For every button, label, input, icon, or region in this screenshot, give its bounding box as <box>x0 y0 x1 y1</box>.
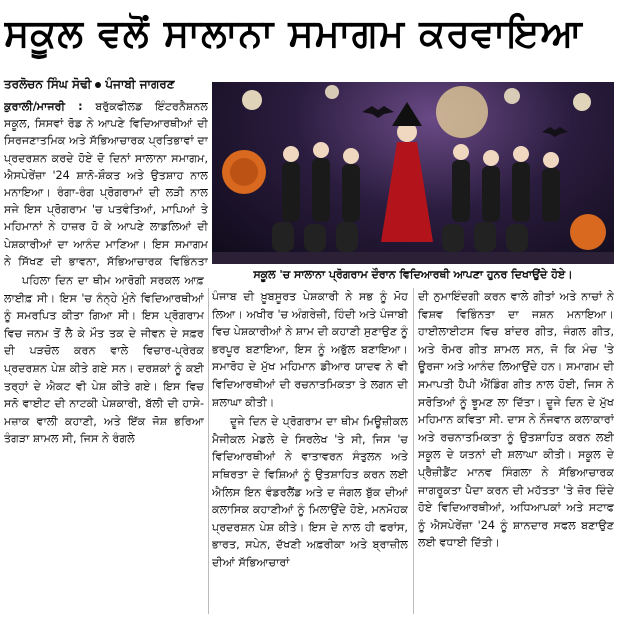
article-column-3 <box>418 288 614 614</box>
newspaper-name: ਪੰਜਾਬੀ ਜਾਗਰਣ <box>105 77 175 91</box>
bullet-icon <box>95 82 101 88</box>
reporter-name: ਤਰਲੋਚਨ ਸਿੰਘ ਸੋਢੀ <box>4 77 92 91</box>
article-lead: ਬਰੁੱਕਫੀਲਡ ਇੰਟਰਨੈਸ਼ਨਲ ਸਕੂਲ, ਸਿਸਵਾਂ ਰੋਡ ਨੇ ਆਪਣੇ ਵਿਦਿਆਰਥੀਆਂ ਦੀ ਸਿਰਜਣਾਤਮਿਕ ਅਤੇ ਸੱਭਿਆਚਾਰਕ ਪ੍ਰਤਿਭਾਵਾਂ ਦਾ ਪ੍ਰਦਰਸ਼ਨ ਕਰਦੇ ਹੋਏ ਦੋ ਦਿਨਾਂ ਸਾਲਾਨਾ ਸਮਾਗਮ, ਐਸਪੇਰੇਂਜ਼ਾ '24 ਸ਼ਾਨੋ-ਸ਼ੌਕਤ ਅਤੇ ਉਤਸ਼ਾਹ ਨਾਲ ਮਨਾਇਆ। ਰੰਗਾ-ਰੰਗ ਪ੍ਰੋਗਰਾਮਾਂ ਦੀ ਲੜੀ ਨਾਲ ਸਜੇ ਇਸ ਪ੍ਰੋਗਰਾਮ 'ਚ ਪਤਵੰਤਿਆਂ, ਮਾਪਿਆਂ ਤੇ ਮਹਿਮਾਨਾਂ ਨੇ ਹਾਜ਼ਰ ਹੋ ਕੇ ਆਪਣੇ ਲਾਡਲਿਆਂ ਦੀ ਪੇਸ਼ਕਾਰੀਆਂ ਦਾ ਆਨੰਦ ਮਾਣਿਆ। ਇਸ ਸਮਾਗਮ ਨੇ ਸਿੱਖਣ ਦੀ ਭਾਵਨਾ, ਸੱਭਿਆਚਾਰਕ ਵਿਭਿੰਨਤਾ <box>4 100 208 268</box>
article-column-1 <box>4 272 204 614</box>
column-2-paragraph-1: ਪੰਜਾਬ ਦੀ ਖ਼ੂਬਸੂਰਤ ਪੇਸ਼ਕਾਰੀ ਨੇ ਸਭ ਨੂੰ ਮੋਹ ਲਿਆ। ਅਖੀਰ 'ਚ ਅੰਗਰੇਜ਼ੀ, ਹਿੰਦੀ ਅਤੇ ਪੰਜਾਬੀ ਵਿਚ ਪੇਸ਼ਕਾਰੀਆਂ ਨੇ ਸ਼ਾਮ ਦੀ ਕਹਾਣੀ ਸੁਣਾਉਣ ਨੂੰ ਭਰਪੂਰ ਬਣਾਇਆ, ਇਸ ਨੂੰ ਅਭੁੱਲ ਬਣਾਇਆ। ਸਮਾਰੋਹ ਦੇ ਮੁੱਖ ਮਹਿਮਾਨ ਡੀਆਰ ਯਾਦਵ ਨੇ ਵੀ ਵਿਦਿਆਰਥੀਆਂ ਦੀ ਰਚਨਾਤਮਿਕਤਾ ਤੇ ਲਗਨ ਦੀ ਸ਼ਲਾਘਾ ਕੀਤੀ। <box>212 290 408 409</box>
column-divider <box>208 288 209 614</box>
column-1-paragraph: ਪਹਿਲਾ ਦਿਨ ਦਾ ਥੀਮ ਆਰੋਗੀ ਸਰਕਲ ਆਫ਼ ਲਾਈਫ਼ ਸੀ। ਇਸ 'ਚ ਨੰਨ੍ਹੇ ਮੁੰਨੇ ਵਿਦਿਆਰਥੀਆਂ ਨੂੰ ਸਮਰਪਿਤ ਕੀਤਾ ਗਿਆ ਸੀ। ਇਸ ਪ੍ਰੋਗਰਾਮ ਵਿਚ ਜਨਮ ਤੋਂ ਲੈ ਕੇ ਮੌਤ ਤਕ ਦੇ ਜੀਵਨ ਦੇ ਸਫ਼ਰ ਦੀ ਪੜਚੋਲ ਕਰਨ ਵਾਲੇ ਵਿਚਾਰ-ਪ੍ਰੇਰਕ ਪ੍ਰਦਰਸ਼ਨ ਪੇਸ਼ ਕੀਤੇ ਗਏ ਸਨ। ਦਰਸ਼ਕਾਂ ਨੂੰ ਕਈ ਤਰ੍ਹਾਂ ਦੇ ਐਕਟ ਵੀ ਪੇਸ਼ ਕੀਤੇ ਗਏ। ਇਸ ਵਿਚ ਸਨੋ ਵਾਈਟ ਦੀ ਨਾਟਕੀ ਪੇਸ਼ਕਾਰੀ, ਬੱਲੀ ਦੀ ਹਾਸੇ-ਮਜ਼ਾਕ ਵਾਲੀ ਕਹਾਣੀ, ਅਤੇ ਇੱਕ ਜੋਸ਼ ਭਰਿਆ ਤੰਗੜਾ ਸ਼ਾਮਲ ਸੀ, ਜਿਸ ਨੇ ਰੰਗਲੇ <box>4 274 204 446</box>
column-3-paragraph: ਦੀ ਨੁਮਾਇੰਦਗੀ ਕਰਨ ਵਾਲੇ ਗੀਤਾਂ ਅਤੇ ਨਾਚਾਂ ਨੇ ਵਿਸ਼ਵ ਵਿਭਿੰਨਤਾ ਦਾ ਜਸ਼ਨ ਮਨਾਇਆ। ਹਾਈਲਾਈਟਸ ਵਿਚ ਬਾਂਦਰ ਗੀਤ, ਜੰਗਲ ਗੀਤ, ਅਤੇ ਰੋਮਰ ਗੀਤ ਸ਼ਾਮਲ ਸਨ, ਜੋ ਕਿ ਮੰਚ 'ਤੇ ਊਰਜਾ ਅਤੇ ਆਨੰਦ ਲਿਆਉਂਦੇ ਹਨ। ਸਮਾਗਮ ਦੀ ਸਮਾਪਤੀ ਹੈਪੀ ਐਂਡਿੰਗ ਗੀਤ ਨਾਲ ਹੋਈ, ਜਿਸ ਨੇ ਸਰੋਤਿਆਂ ਨੂੰ ਝੂਮਣ ਲਾ ਦਿੱਤਾ। ਦੂਜੇ ਦਿਨ ਦੇ ਮੁੱਖ ਮਹਿਮਾਨ ਕਵਿਤਾ ਸੀ. ਦਾਸ ਨੇ ਨੌਜਵਾਨ ਕਲਾਕਾਰਾਂ ਅਤੇ ਰਚਨਾਤਮਿਕਤਾ ਨੂੰ ਉਤਸ਼ਾਹਿਤ ਕਰਨ ਲਈ ਸਕੂਲ ਦੇ ਯਤਨਾਂ ਦੀ ਸ਼ਲਾਘਾ ਕੀਤੀ। ਸਕੂਲ ਦੇ ਪ੍ਰੈਜ਼ੀਡੈਂਟ ਮਾਨਵ ਸਿੰਗਲਾ ਨੇ ਸੱਭਿਆਚਾਰਕ ਜਾਗਰੂਕਤਾ ਪੈਦਾ ਕਰਨ ਦੀ ਮਹੱਤਤਾ 'ਤੇ ਜ਼ੋਰ ਦਿੰਦੇ ਹੋਏ ਵਿਦਿਆਰਥੀਆਂ, ਅਧਿਆਪਕਾਂ ਅਤੇ ਸਟਾਫ ਨੂੰ ਐਸਪੇਰੇਂਜ਼ਾ '24 ਨੂੰ ਸ਼ਾਨਦਾਰ ਸਫਲ ਬਣਾਉਣ ਲਈ ਵਧਾਈ ਦਿੱਤੀ। <box>418 290 614 550</box>
dateline: ਕੁਰਾਲੀ/ਮਾਜਰੀ : <box>4 100 83 113</box>
article-photo <box>212 82 614 264</box>
article-column-1-top <box>4 98 208 270</box>
headline: ਸਕੂਲ ਵਲੋਂ ਸਾਲਾਨਾ ਸਮਾਗਮ ਕਰਵਾਇਆ <box>4 11 583 55</box>
photo-caption: ਸਕੂਲ 'ਚ ਸਾਲਾਨਾ ਪ੍ਰੋਗਰਾਮ ਦੌਰਾਨ ਵਿਦਿਆਰਥੀ ਆਪਣਾ ਹੁਨਰ ਦਿਖਾਉਂਦੇ ਹੋਏ। <box>253 268 573 281</box>
column-divider <box>413 288 414 614</box>
byline <box>4 74 204 94</box>
article-column-2 <box>212 288 408 614</box>
column-2-paragraph-2: ਦੂਜੇ ਦਿਨ ਦੇ ਪ੍ਰੋਗਰਾਮ ਦਾ ਥੀਮ ਮਿਊਜ਼ੀਕਲ ਮੈਜੀਕਲ ਮੇਡਲੇ ਦੇ ਸਿਰਲੇਖ 'ਤੇ ਸੀ, ਜਿਸ 'ਚ ਵਿਦਿਆਰਥੀਆਂ ਨੇ ਵਾਤਾਵਰਨ ਸੰਤੁਲਨ ਅਤੇ ਸਥਿਰਤਾ ਦੇ ਵਿਸ਼ਿਆਂ ਨੂੰ ਉਤਸ਼ਾਹਿਤ ਕਰਨ ਲਈ ਐਲਿਸ ਇਨ ਵੰਡਰਲੈਂਡ ਅਤੇ ਦ ਜੰਗਲ ਬੁੱਕ ਦੀਆਂ ਕਲਾਸਿਕ ਕਹਾਣੀਆਂ ਨੂੰ ਮਿਲਾਉਂਦੇ ਹੋਏ, ਮਨਮੋਹਕ ਪ੍ਰਦਰਸ਼ਨ ਪੇਸ਼ ਕੀਤੇ। ਇਸ ਦੇ ਨਾਲ ਹੀ ਫਰਾਂਸ, ਭਾਰਤ, ਸਪੇਨ, ਦੱਖਣੀ ਅਫ਼ਰੀਕਾ ਅਤੇ ਬ੍ਰਾਜ਼ੀਲ ਦੀਆਂ ਸੱਭਿਆਚਾਰਾਂ <box>212 415 408 569</box>
stage-performance-image <box>212 82 614 264</box>
